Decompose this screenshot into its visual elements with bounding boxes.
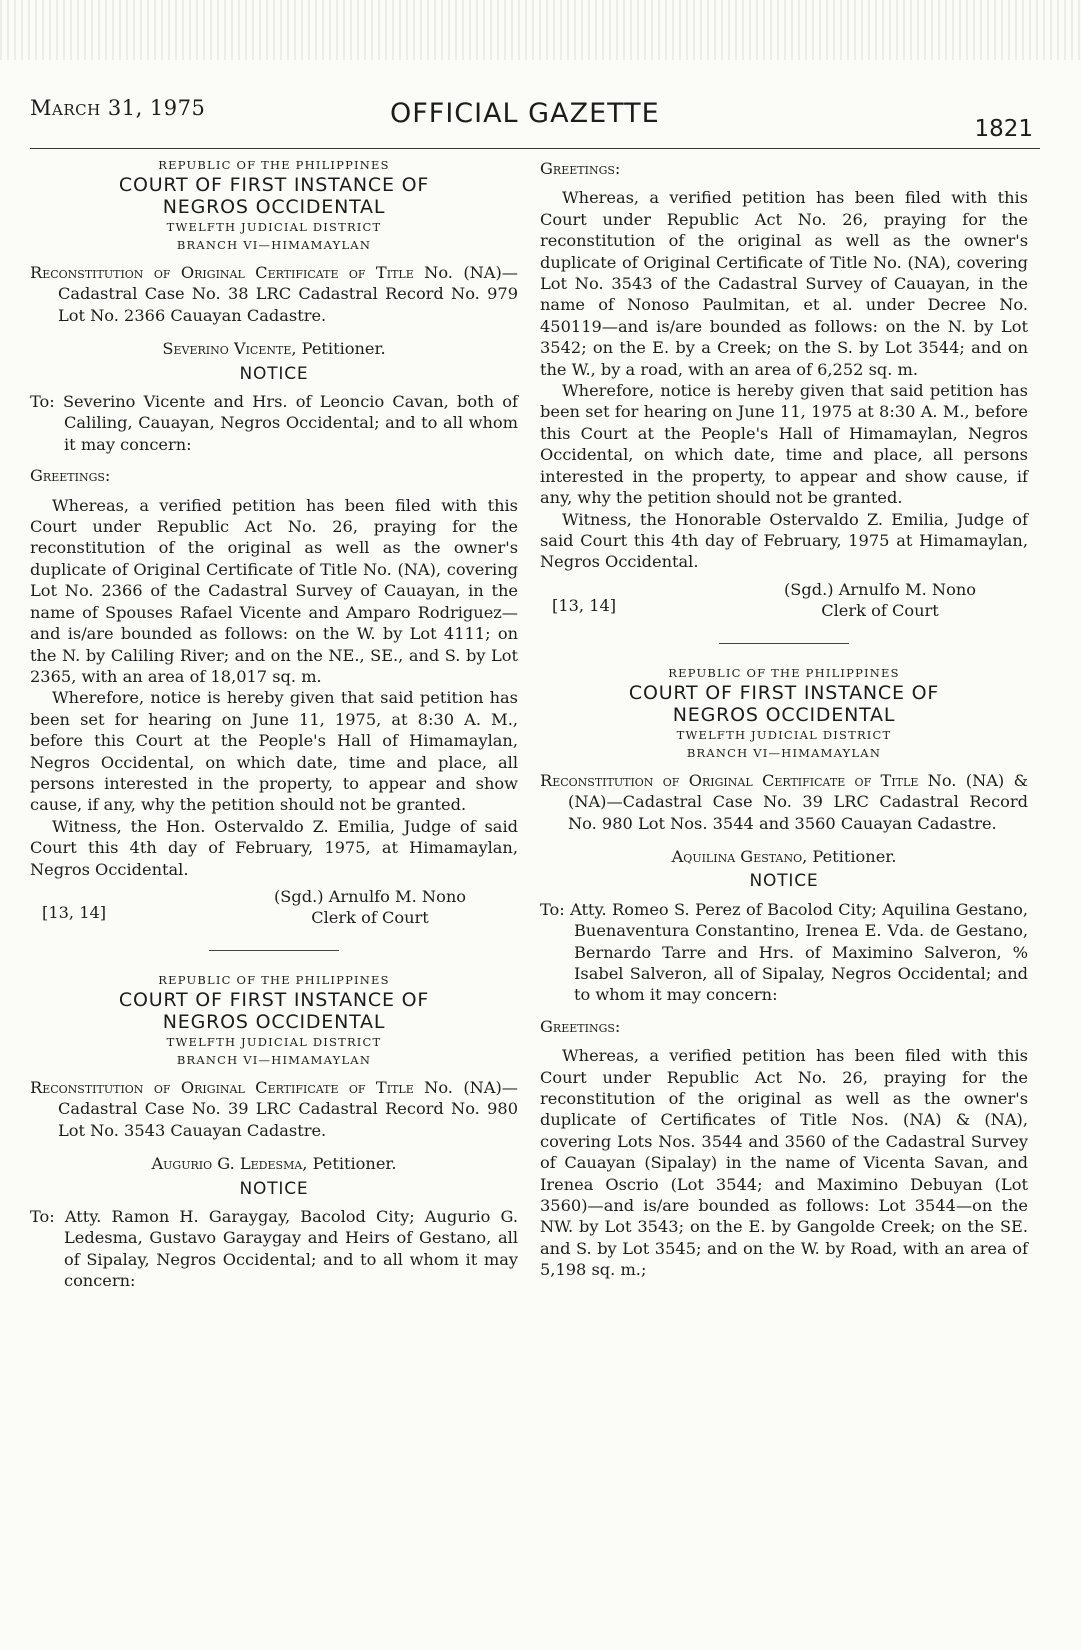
district-heading: TWELFTH JUDICIAL DISTRICT: [166, 220, 382, 234]
recon-details: No. (NA) & (NA)—Cadastral Case No. 39 LRC Cadastral Record No. 980 Lot Nos. 3544 and 3560 Cauayan Cadastre.: [568, 770, 1028, 833]
witness-paragraph: Witness, the Honorable Ostervaldo Z. Emilia, Judge of said Court this 4th day of February, 1975 at Himamaylan, Negros Occidental.: [540, 509, 1028, 572]
header-title: OFFICIAL GAZETTE: [390, 98, 660, 129]
district-heading: TWELFTH JUDICIAL DISTRICT: [676, 727, 892, 742]
republic-heading: REPUBLIC OF THE PHILIPPINES: [668, 665, 900, 680]
court-heading-line1: COURT OF FIRST INSTANCE OF: [628, 681, 940, 704]
signature-block: [30, 886, 518, 932]
signatory: [750, 579, 1010, 622]
notice-block-1: [30, 156, 518, 932]
whereas-paragraph: Whereas, a verified petition has been filed with this Court under Republic Act No. 26, praying for the reconstitution of the original as well as the owner's duplicate of Original Certificate of Title No. (NA), covering Lot No. 3543 of the Cadastral Survey of Cauayan, in the name of Nonoso Paulmitan, et al. under Decree No. 450119—and is/are bounded as follows: on the N. by Lot 3542; on the E. by a Creek; on the S. by Lot 3544; and on the W., by a road, with an area of 6,252 sq. m.: [540, 188, 1028, 379]
right-column: [540, 156, 1028, 1281]
greetings: Greetings:: [30, 466, 111, 486]
republic-heading: REPUBLIC OF THE PHILIPPINES: [158, 972, 390, 987]
district-heading: TWELFTH JUDICIAL DISTRICT: [166, 1034, 382, 1049]
header-page-number: 1821: [974, 116, 1033, 142]
court-heading-line1: COURT OF FIRST INSTANCE OF: [118, 174, 430, 196]
witness-paragraph: Witness, the Hon. Ostervaldo Z. Emilia, Judge of said Court this 4th day of February, 1975, at Himamaylan, Negros Occidental.: [30, 816, 518, 879]
petitioner-label: , Petitioner.: [291, 339, 386, 359]
greetings: Greetings:: [540, 159, 621, 178]
signatory-title: Clerk of Court: [821, 601, 939, 621]
petitioner-name: Aquilina Gestano: [671, 846, 803, 866]
addressee: To: Severino Vicente and Hrs. of Leoncio Cavan, both of Caliling, Cauayan, Negros Occidental; and to all whom it may concern:: [30, 392, 518, 454]
recon-details: No. (NA)—Cadastral Case No. 38 LRC Cadastral Record No. 979 Lot No. 2366 Cauayan Cadastre.: [58, 263, 518, 325]
issue-reference: [13, 14]: [552, 595, 617, 615]
recon-label: Reconstitution of Original Certificate of Title: [30, 1077, 414, 1097]
petitioner-name: Augurio G. Ledesma: [151, 1154, 303, 1174]
signed-name: (Sgd.) Arnulfo M. Nono: [783, 579, 977, 599]
recon-details: No. (NA)—Cadastral Case No. 39 LRC Cadastral Record No. 980 Lot No. 3543 Cauayan Cadastre.: [58, 1077, 518, 1140]
petitioner-name: Severino Vicente: [162, 339, 292, 359]
branch-heading: BRANCH VI—HIMAMAYLAN: [686, 745, 882, 760]
wherefore-paragraph: Wherefore, notice is hereby given that said petition has been set for hearing on June 11, 1975 at 8:30 A. M., before this Court at the People's Hall of Himamaylan, Negros Occidental, on which date, time and place, all persons interested in the property, to appear and show cause, if any, why the petition should not be granted.: [540, 381, 1028, 508]
section-divider: [209, 950, 339, 951]
court-heading-line2: NEGROS OCCIDENTAL: [162, 1010, 386, 1033]
branch-heading: BRANCH VI—HIMAMAYLAN: [176, 238, 372, 252]
whereas-paragraph: Whereas, a verified petition has been filed with this Court under Republic Act No. 26, praying for the reconstitution of the original as well as the owner's duplicate of Certificates of Title Nos. (NA) & (NA), covering Lots Nos. 3544 and 3560 of the Cadastral Survey of Cauayan (Sipalay) in the name of Vicenta Savan, and Irenea Oscrio (Lot 3544; and Maximino Debuyan (Lot 3560)—and is/are bounded as follows: Lot 3544—on the NW. by Lot 3543; on the E. by Gangolde Creek; on the SE. and S. by Lot 3545; and on the W. by Road, with an area of 5,198 sq. m.;: [540, 1046, 1028, 1280]
court-heading-line2: NEGROS OCCIDENTAL: [672, 703, 896, 726]
petitioner-label: , Petitioner.: [302, 1154, 397, 1174]
court-heading-line1: COURT OF FIRST INSTANCE OF: [118, 988, 430, 1011]
branch-heading: BRANCH VI—HIMAMAYLAN: [176, 1052, 372, 1067]
section-divider: [719, 643, 849, 644]
recon-label: Reconstitution of Original Certificate of Title: [30, 263, 414, 282]
court-heading-line2: NEGROS OCCIDENTAL: [162, 196, 386, 218]
header-date: March 31, 1975: [30, 96, 206, 120]
reconstitution-caption: [30, 262, 518, 326]
left-column: [30, 156, 518, 1292]
notice-block-2: [30, 971, 518, 1292]
whereas-paragraph: Whereas, a verified petition has been filed with this Court under Republic Act No. 26, praying for the reconstitution of the original as well as the owner's duplicate of Original Certificate of Title No. (NA), covering Lot No. 2366 of the Cadastral Survey of Cauayan, in the name of Spouses Rafael Vicente and Amparo Rodriguez—and is/are bounded as follows: on the W. by Lot 4111; on the N. by Caliling River; and on the NE., SE., and S. by Lot 2365, with an area of 18,017 sq. m.: [30, 495, 518, 686]
header-rule: [30, 148, 1040, 149]
notice-block-1-continued: [540, 158, 1028, 625]
addressee: To: Atty. Romeo S. Perez of Bacolod City; Aquilina Gestano, Buenaventura Constantino, Irenea E. Vda. de Gestano, Bernardo Tarre and Hrs. of Maximino Salveron, % Isabel Salveron, all of Sipalay, Negros Occidental; and to whom it may concern:: [540, 899, 1028, 1005]
reconstitution-caption: [540, 770, 1028, 834]
notice-heading: NOTICE: [239, 363, 309, 384]
recon-label: Reconstitution of Original Certificate of Title: [540, 770, 919, 790]
issue-reference: [13, 14]: [42, 902, 107, 922]
notice-heading: NOTICE: [749, 871, 819, 892]
signed-name: (Sgd.) Arnulfo M. Nono: [273, 886, 467, 906]
petitioner-label: , Petitioner.: [802, 846, 897, 866]
republic-heading: REPUBLIC OF THE PHILIPPINES: [158, 158, 390, 172]
scan-noise: [0, 0, 1081, 60]
greetings: Greetings:: [540, 1016, 621, 1036]
signatory-title: Clerk of Court: [311, 908, 429, 928]
petitioner-line: [540, 846, 1028, 867]
petitioner-line: [30, 1153, 518, 1174]
signatory: [240, 886, 500, 929]
signature-block: [540, 579, 1028, 625]
petitioner-line: [30, 338, 518, 359]
notice-block-3: [540, 664, 1028, 1281]
addressee: To: Atty. Ramon H. Garaygay, Bacolod City; Augurio G. Ledesma, Gustavo Garaygay and Heirs of Gestano, all of Sipalay, Negros Occidental; and to all whom it may concern:: [30, 1207, 518, 1291]
wherefore-paragraph: Wherefore, notice is hereby given that said petition has been set for hearing on June 11, 1975, at 8:30 A. M., before this Court at the People's Hall of Himamaylan, Negros Occidental, on which date, time and place, all persons interested in the property, to appear and show cause, if any, why the petition should not be granted.: [30, 688, 518, 815]
notice-heading: NOTICE: [239, 1178, 309, 1199]
reconstitution-caption: [30, 1077, 518, 1141]
